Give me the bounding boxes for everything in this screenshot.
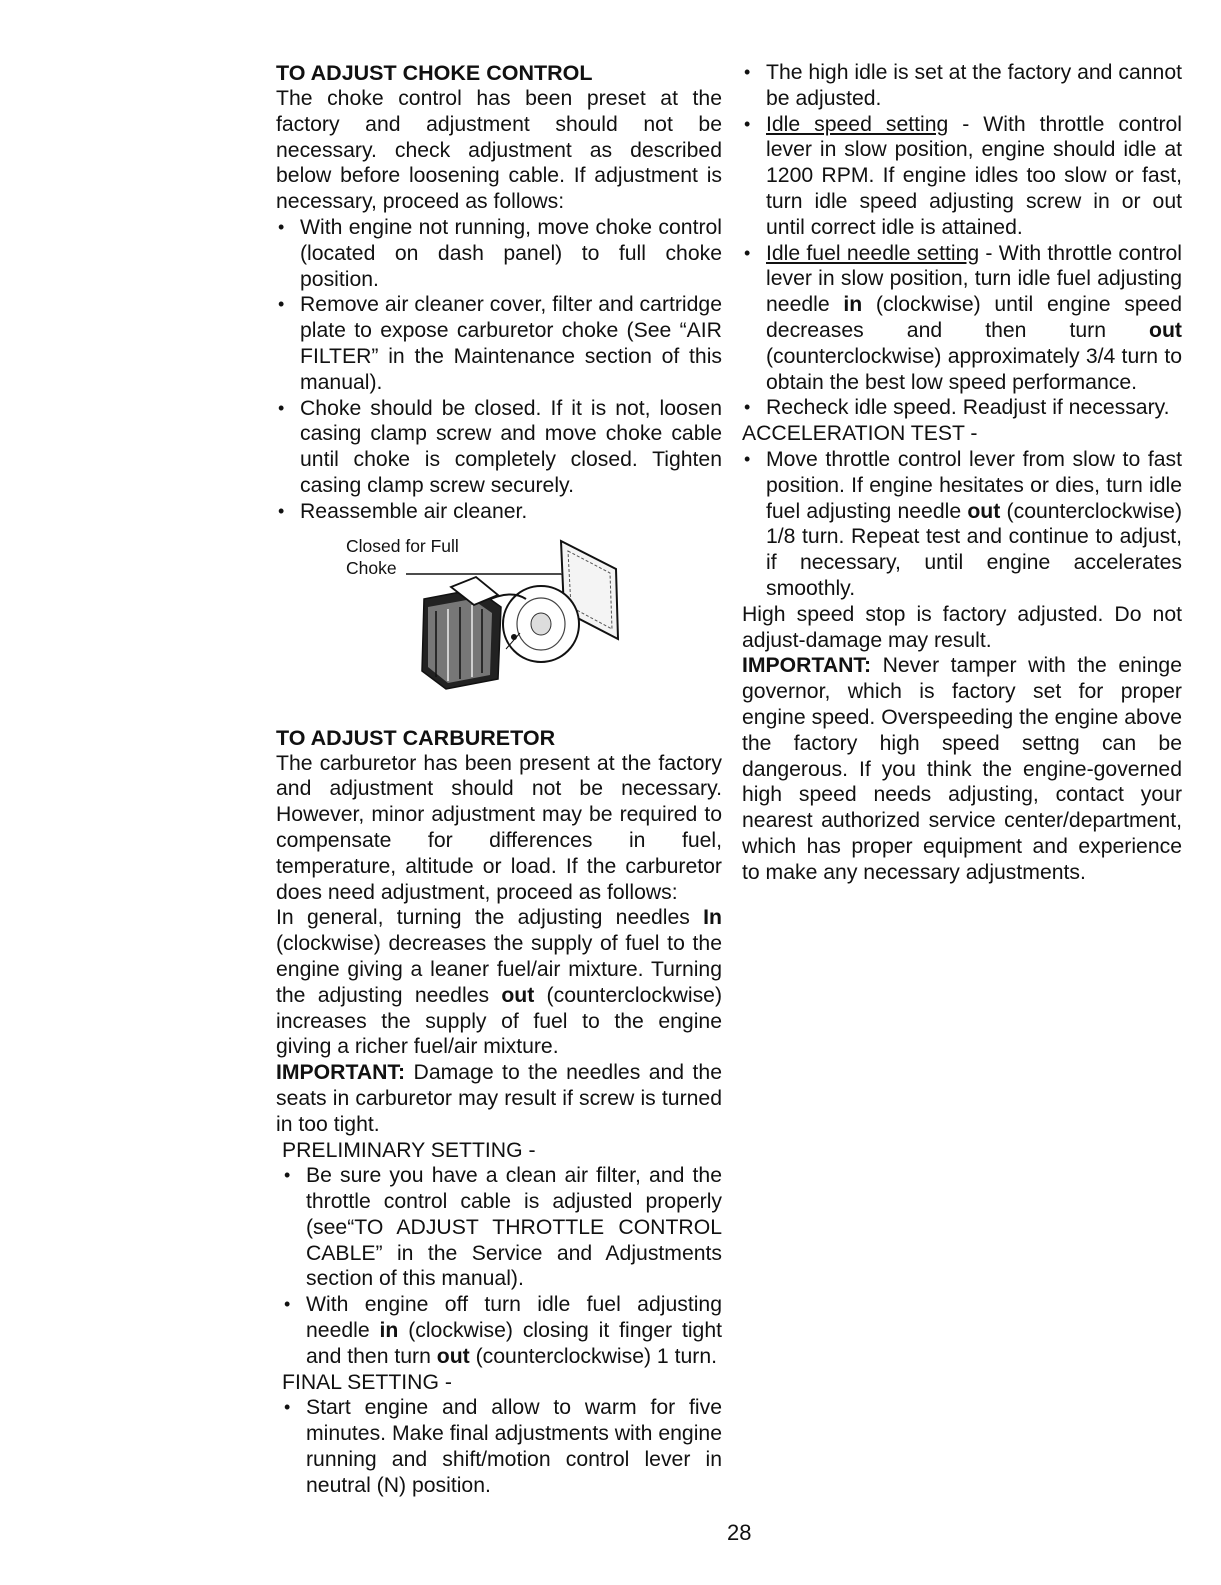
idle-speed-title: Idle speed setting: [766, 112, 949, 136]
left-column: [276, 60, 722, 1499]
choke-step: • With engine not running, move choke control (located on dash panel) to full choke position.: [276, 215, 722, 292]
carburetor-heading: TO ADJUST CARBURETOR: [276, 725, 556, 750]
acceleration-heading: ACCELERATION TEST -: [742, 422, 978, 446]
choke-steps-list: [276, 215, 722, 525]
choke-heading: TO ADJUST CHOKE CONTROL: [276, 61, 593, 85]
idle-step: • The high idle is set at the factory and cannot be adjusted.: [742, 60, 1182, 112]
right-column: [742, 60, 1182, 886]
carburetor-intro: The carburetor has been present at the factory and adjustment should not be necessary. However, minor adjustment may be required to compensate for differences in fuel, temperature, altitude or load. If the carburetor does need adjustment, proceed as follows:: [276, 751, 722, 904]
page-number: 28: [727, 1520, 752, 1545]
idle-steps-list: [742, 60, 1182, 421]
figure-label: [346, 535, 459, 579]
idle-step: • Idle speed setting - With throttle control lever in slow position, engine should idle at 1200 RPM. If engine idles too slow or fast, turn idle speed adjusting screw in or out until correct idle is attained.: [742, 112, 1182, 241]
idle-step: • Idle fuel needle setting - With throttle control lever in slow position, turn idle fuel adjusting needle in (clockwise) until engine speed decreases and then turn out (counterclockwise) approximately 3/4 turn to obtain the best low speed performance.: [742, 241, 1182, 396]
figure-label-line: Choke: [346, 557, 397, 578]
idle-fuel-title: Idle fuel needle setting: [766, 241, 980, 265]
high-speed-note: High speed stop is factory adjusted. Do not adjust-damage may result.: [742, 602, 1182, 652]
general-paragraph: In general, turning the adjusting needles In (clockwise) decreases the supply of fuel to the engine giving a leaner fuel/air mixture. Turning the adjusting needles out (counterclockwise) increases the supply of fuel to the engine giving a richer fuel/air mixture.: [276, 906, 722, 1059]
preliminary-step: • Be sure you have a clean air filter, and the throttle control cable is adjusted properly (see“TO ADJUST THROTTLE CONTROL CABLE” in the Service and Adjustments section of this manual).: [282, 1163, 722, 1292]
important-note: IMPORTANT: Damage to the needles and the seats in carburetor may result if screw is turned in too tight.: [276, 1061, 722, 1136]
acceleration-step: • Move throttle control lever from slow to fast position. If engine hesitates or dies, turn idle fuel adjusting needle out (counterclockwise) 1/8 turn. Repeat test and continue to adjust, if necessary, until engine accelerates smoothly.: [742, 447, 1182, 602]
preliminary-step: • With engine off turn idle fuel adjusting needle in (clockwise) closing it finger tight and then turn out (counterclockwise) 1 turn.: [282, 1292, 722, 1369]
final-steps-list: [282, 1395, 722, 1498]
preliminary-heading: PRELIMINARY SETTING -: [282, 1138, 536, 1162]
figure-label-line: Closed for Full: [346, 535, 459, 556]
final-heading: FINAL SETTING -: [282, 1370, 452, 1394]
final-step: • Start engine and allow to warm for five minutes. Make final adjustments with engine running and shift/motion control lever in neutral (N) position.: [282, 1395, 722, 1498]
idle-step: • Recheck idle speed. Readjust if necessary.: [742, 395, 1182, 421]
choke-figure: [276, 529, 722, 719]
acceleration-steps-list: [742, 447, 1182, 602]
preliminary-steps-list: [282, 1163, 722, 1369]
carburetor-choke-illustration: [276, 529, 722, 719]
choke-step: • Reassemble air cleaner.: [276, 499, 722, 525]
choke-step: • Choke should be closed. If it is not, loosen casing clamp screw and move choke cable until choke is completely closed. Tighten casing clamp screw securely.: [276, 396, 722, 499]
choke-intro: The choke control has been preset at the factory and adjustment should not be necessary. check adjustment as described below before loosening cable. If adjustment is necessary, proceed as follows:: [276, 87, 722, 214]
choke-step: • Remove air cleaner cover, filter and cartridge plate to expose carburetor choke (See “AIR FILTER” in the Maintenance section of this manual).: [276, 292, 722, 395]
governor-important-note: IMPORTANT: Never tamper with the eninge governor, which is factory set for proper engine speed. Overspeeding the engine above the factory high speed settng can be dangerous. If you think the engine-governed high speed needs adjusting, contact your nearest authorized service center/department, which has proper equipment and experience to make any necessary adjustments.: [742, 654, 1182, 884]
